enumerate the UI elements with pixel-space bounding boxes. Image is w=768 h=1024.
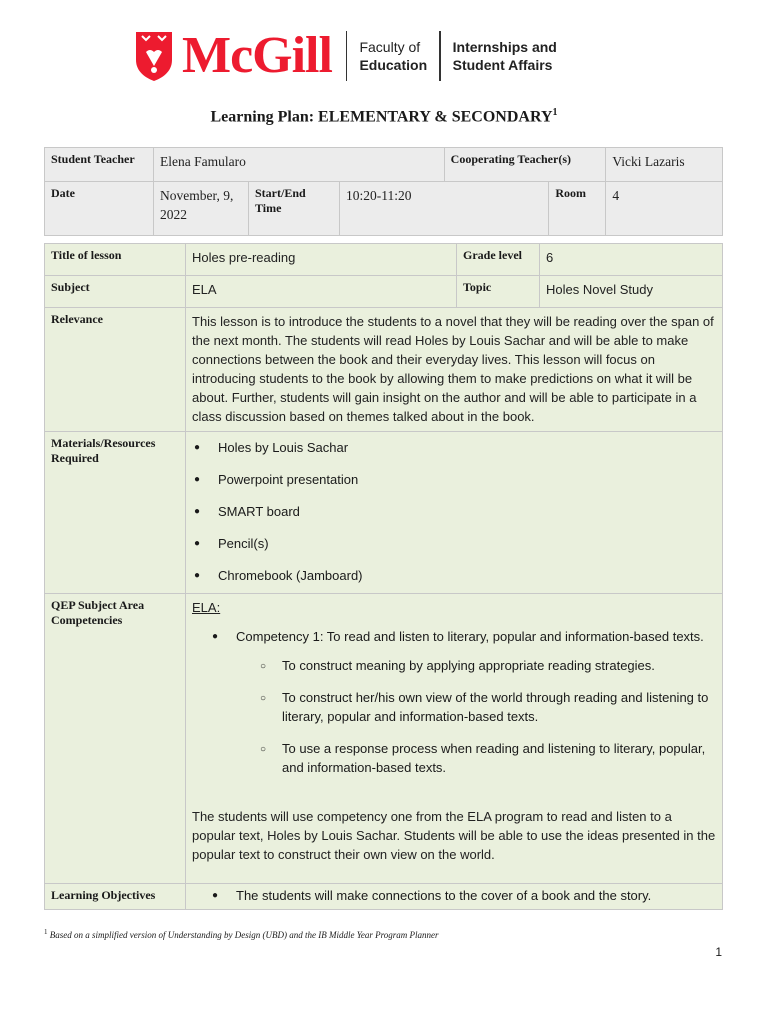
mcgill-logo — [134, 28, 557, 84]
page-title — [0, 107, 768, 126]
materials-item: ● Chromebook (Jamboard) — [218, 566, 716, 585]
cooperating-teacher-label: Cooperating Teacher(s) — [444, 148, 606, 182]
student-teacher-label: Student Teacher — [45, 148, 154, 182]
logo-divider-2 — [439, 31, 441, 81]
footnote — [44, 928, 439, 940]
office-name — [453, 38, 557, 74]
faculty-name — [359, 38, 427, 74]
office-line-2: Student Affairs — [452, 57, 553, 73]
date-label: Date — [45, 182, 154, 236]
competency-text: Competency 1: To read and listen to literary, popular and information-based texts. — [236, 629, 704, 644]
objective-item: ● The students will make connections to the cover of a book and the story. — [236, 886, 716, 905]
competency-item — [236, 627, 716, 777]
grade-level-value: 6 — [540, 244, 723, 276]
qep-summary: The students will use competency one from the ELA program to read and listen to a popular text, Holes by Louis Sachar. Students will be able to use the ideas presented in the popular text to construct their own view on the world. — [192, 809, 716, 862]
page-title-text: Learning Plan: ELEMENTARY & SECONDARY — [210, 108, 553, 126]
logo-divider — [346, 31, 348, 81]
competency-list — [192, 627, 716, 777]
lesson-plan-table — [44, 243, 723, 910]
page-number: 1 — [715, 945, 722, 959]
room-label: Room — [549, 182, 606, 236]
relevance-value: This lesson is to introduce the students to a novel that they will be reading over the span of the next month. The students will read Holes by Louis Sachar and will be able to make connections between the book and their everyday lives. This lesson will focus on introducing students to the book by allowing them to make predictions on what it will be about. Further, students will gain insight on the author and will be able to participate in a class discussion based on themes talked about in the book. — [186, 308, 723, 432]
subject-label: Subject — [45, 276, 186, 308]
learning-objectives-label: Learning Objectives — [45, 884, 186, 910]
footnote-text: Based on a simplified version of Understanding by Design (UBD) and the IB Middle Year Program Planner — [49, 930, 439, 940]
competency-sub-item: ○ To use a response process when reading and listening to literary, popular, and information-based texts. — [282, 739, 716, 777]
footnote-mark: 1 — [44, 928, 48, 936]
subject-value: ELA — [186, 276, 457, 308]
student-teacher-value: Elena Famularo — [154, 148, 445, 182]
title-of-lesson-label: Title of lesson — [45, 244, 186, 276]
cooperating-teacher-value: Vicki Lazaris — [606, 148, 723, 182]
relevance-label: Relevance — [45, 308, 186, 432]
materials-item: ● Pencil(s) — [218, 534, 716, 553]
grade-level-label: Grade level — [457, 244, 540, 276]
faculty-line-1: Faculty of — [359, 39, 421, 55]
materials-item: ● SMART board — [218, 502, 716, 521]
objectives-list — [192, 886, 716, 905]
office-line-1: Internships and — [452, 39, 557, 55]
materials-cell — [186, 432, 723, 594]
qep-label: QEP Subject Area Competencies — [45, 594, 186, 884]
materials-list — [192, 438, 716, 585]
competency-sub-list — [236, 656, 716, 777]
time-value: 10:20-11:20 — [340, 182, 549, 236]
title-footnote-mark: 1 — [552, 107, 558, 118]
time-label: Start/End Time — [249, 182, 340, 236]
materials-item: ● Holes by Louis Sachar — [218, 438, 716, 457]
objectives-cell — [186, 884, 723, 910]
materials-label: Materials/Resources Required — [45, 432, 186, 594]
faculty-line-2: Education — [359, 57, 428, 73]
competency-sub-item: ○ To construct meaning by applying appropriate reading strategies. — [282, 656, 716, 675]
room-value: 4 — [606, 182, 723, 236]
qep-cell — [186, 594, 723, 884]
mcgill-crest-icon — [134, 30, 174, 82]
materials-item: ● Powerpoint presentation — [218, 470, 716, 489]
date-value: November, 9, 2022 — [154, 182, 249, 236]
teacher-info-table — [44, 147, 723, 236]
topic-label: Topic — [457, 276, 540, 308]
competency-sub-item: ○ To construct her/his own view of the world through reading and listening to literary, popular and information-based texts. — [282, 688, 716, 726]
mcgill-wordmark: McGill — [182, 27, 332, 84]
qep-heading: ELA: — [192, 600, 221, 615]
topic-value: Holes Novel Study — [540, 276, 723, 308]
title-of-lesson-value: Holes pre-reading — [186, 244, 457, 276]
